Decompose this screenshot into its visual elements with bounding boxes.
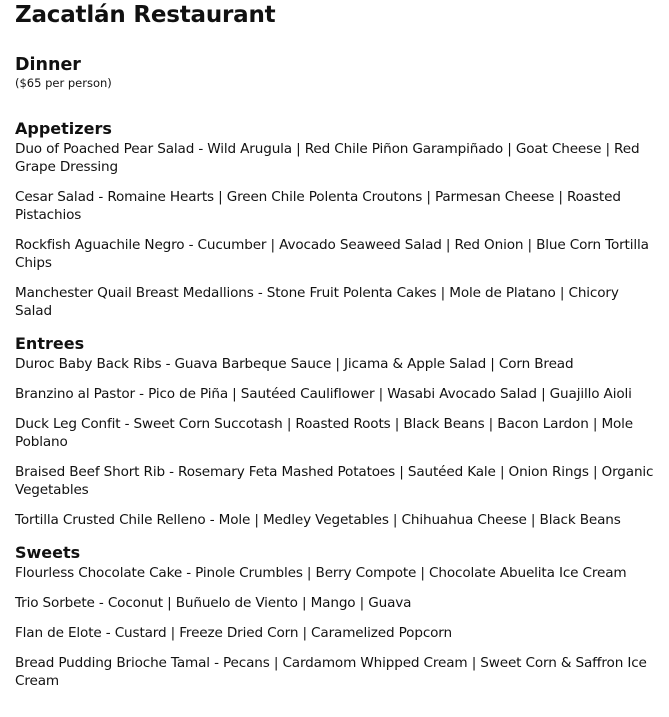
menu-item: Flourless Chocolate Cake - Pinole Crumbles | Berry Compote | Chocolate Abuelita Ice Cream — [15, 565, 627, 581]
menu-item: Trio Sorbete - Coconut | Buñuelo de Viento | Mango | Guava — [15, 595, 412, 611]
entrees-heading: Entrees — [15, 334, 85, 353]
menu-item: Rockfish Aguachile Negro - Cucumber | Avocado Seaweed Salad | Red Onion | Blue Corn Tortilla Chips — [15, 237, 649, 271]
menu-item: Duo of Poached Pear Salad - Wild Arugula | Red Chile Piñon Garampiñado | Goat Cheese | Red Grape Dressing — [15, 141, 640, 175]
restaurant-title: Zacatlán Restaurant — [15, 2, 276, 28]
appetizers-heading: Appetizers — [15, 119, 112, 138]
menu-item: Manchester Quail Breast Medallions - Stone Fruit Polenta Cakes | Mole de Platano | Chicory Salad — [15, 285, 619, 319]
entrees-list — [15, 355, 655, 529]
menu-item: Duroc Baby Back Ribs - Guava Barbeque Sauce | Jicama & Apple Salad | Corn Bread — [15, 356, 574, 372]
appetizers-list — [15, 140, 655, 320]
menu-page — [15, 0, 655, 690]
menu-item: Duck Leg Confit - Sweet Corn Succotash | Roasted Roots | Black Beans | Bacon Lardon | Mole Poblano — [15, 416, 634, 450]
price-note: ($65 per person) — [15, 76, 112, 90]
menu-item: Cesar Salad - Romaine Hearts | Green Chile Polenta Croutons | Parmesan Cheese | Roasted Pistachios — [15, 189, 621, 223]
sweets-list — [15, 564, 655, 690]
menu-item: Tortilla Crusted Chile Relleno - Mole | Medley Vegetables | Chihuahua Cheese | Black Beans — [15, 512, 621, 528]
menu-item: Flan de Elote - Custard | Freeze Dried Corn | Caramelized Popcorn — [15, 625, 452, 641]
dinner-heading: Dinner — [15, 55, 81, 75]
menu-item: Branzino al Pastor - Pico de Piña | Sautéed Cauliflower | Wasabi Avocado Salad | Guajillo Aioli — [15, 386, 632, 402]
menu-item: Bread Pudding Brioche Tamal - Pecans | Cardamom Whipped Cream | Sweet Corn & Saffron Ice Cream — [15, 655, 647, 689]
sweets-heading: Sweets — [15, 543, 81, 562]
menu-item: Braised Beef Short Rib - Rosemary Feta Mashed Potatoes | Sautéed Kale | Onion Rings | Organic Vegetables — [15, 464, 654, 498]
